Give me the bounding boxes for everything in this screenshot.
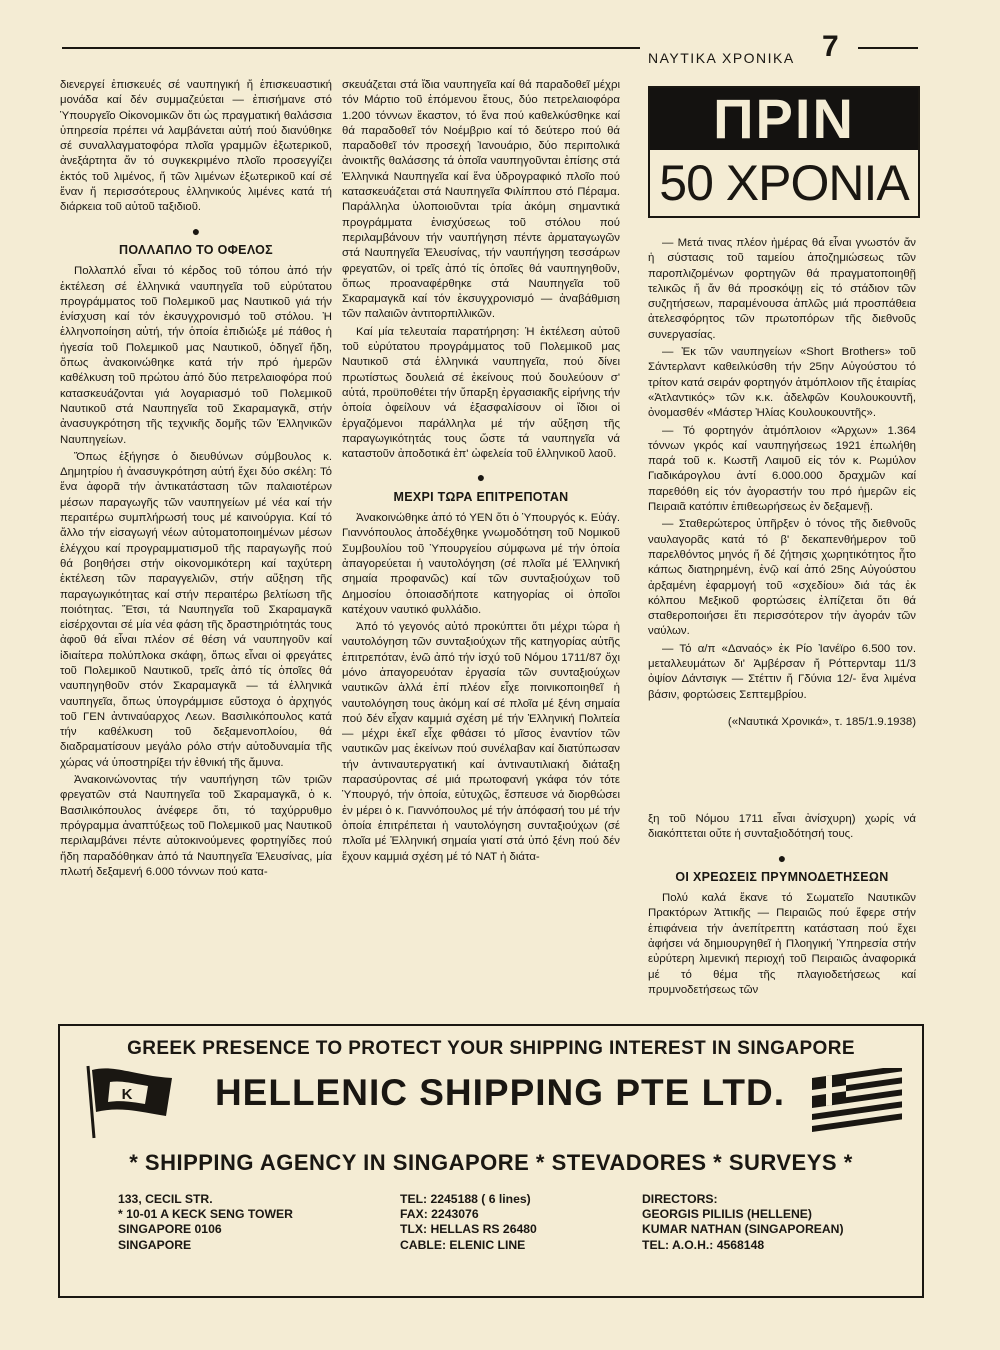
- col3-paragraph-4: — Σταθερώτερος ὑπῆρξεν ὁ τόνος τῆς διεθνοῦς ναυλαγορᾶς κατά τό β' δεκαπενθήμερον τοῦ παρελθόντος μηνός ἤ δέ ζήτησις χωρητικότητος ἦτο κάπως διατηρημένη, ἐνῷ καί ἀπό 25ης Αὐγούστου ἀρξαμένη ἐφαρμογή τοῦ «σχεδίου» διά τάς ἐκ κόλπου Μεξικοῦ φορτώσεις ἐλπίζεται ὅτι θά σταθεροποιήσει ἔτι περισσότερον τήν ἀγοράν τῶν ναύλων.: [648, 518, 916, 638]
- company-flag-icon: [80, 1060, 180, 1140]
- greek-flag-icon: [812, 1068, 904, 1140]
- directors-line: GEORGIS PILILIS (HELLENE): [642, 1207, 812, 1222]
- ad-address-block: [118, 1192, 293, 1253]
- col1-paragraph-2: Πολλαπλό εἶναι τό κέρδος τοῦ τόπου ἀπό τήν ἐκτέλεση σέ ἑλληνικά ναυπηγεῖα τοῦ εὐρύτατου προγράμματος τοῦ Πολεμικοῦ μας Ναυτικοῦ γιά τήν ἐνίσχυση καί τόν ἐκσυγχρονισμό τοῦ στόλου. Ἡ ἑλληνοποίηση αὐτή, τήν ὁποία ἐπιδιώξε μέ πάθος ἡ ἡγεσία τοῦ Πολεμικοῦ μας Ναυτικοῦ, ὁδηγεῖ ἤδη, ὅπως ἀνακοινώθηκε κατά τήν πρό ἡμερῶν καθέλκυση τοῦ πρώτου ἀπό δύο πετρελαιοφόρα πού κατασκευάζονται γιά λογαριασμό τοῦ Πολεμικοῦ Ναυτικοῦ στά Ναυπηγεῖα τοῦ Σκαραμαγκᾶ, στήν ἀνασυγκρότηση τῆς τεχνικῆς δομῆς τῶν Ἑλληνικῶν Ναυπηγείων.: [60, 265, 332, 446]
- contact-line: CABLE: ELENIC LINE: [400, 1237, 526, 1252]
- column-1: [60, 78, 332, 882]
- ad-contact-block: [400, 1192, 537, 1253]
- directors-line: TEL: A.O.H.: 4568148: [642, 1237, 765, 1252]
- ad-top-line: GREEK PRESENCE TO PROTECT YOUR SHIPPING INTEREST IN SINGAPORE: [127, 1038, 855, 1059]
- col3-paragraph-7: Πολύ καλά ἔκανε τό Σωματεῖο Ναυτικῶν Πρακτόρων Ἀττικῆς — Πειραιῶς πού ἔφερε στήν ἐπιφάνεια τήν ἀνεπίτρεπτη κατάσταση πού ἔχει ἀφήσει νά δημιουργηθεῖ ἡ Πλοηγική Ὑπηρεσία στήν εὐρύτερη λιμενική περιοχή τοῦ Πειραιῶς ἀναφορικά μέ τό θέμα τῆς πλαγιοδετήσεως καί πρυμνοδετήσεως τῶν: [648, 892, 916, 996]
- address-line: * 10-01 A KECK SENG TOWER: [118, 1207, 293, 1222]
- directors-line: DIRECTORS:: [642, 1192, 718, 1206]
- col3-paragraph-2: — Ἐκ τῶν ναυπηγείων «Short Brothers» τοῦ Σάντερλαντ καθειλκύσθη τήν 25ην Αὐγούστου τό τρίτον κατά σειράν φορτηγόν ἀτμόπλοιον τῆς ἑταιρίας «Ἀτλαντικός» τῶν κ.κ. ἀδελφῶν Κουλουκουντῆ, ὀνομασθέν «Μάστερ Ἠλίας Κουλουκουντῆς».: [648, 346, 916, 420]
- col3-paragraph-6: ξη τοῦ Νόμου 1711 εἶναι ἀνίσχυρη) χωρίς νά διακόπτεται οὔτε ἡ συνταξιοδότησή τους.: [648, 813, 916, 841]
- col2-paragraph-4: Ἀπό τό γεγονός αὐτό προκύπτει ὅτι μέχρι τώρα ἡ ναυτολόγηση τῶν συνταξιούχων τῆς κατηγορίας αὐτῆς ἐπιτρεπόταν, ἐνῶ ἀπό τήν ἰσχύ τοῦ Νόμου 1711/87 ὄχι μόνο ἀπαγορευόταν ἐργασία τῶν συνταξιούχων ναυτικῶν ἀλλά ἐπί πλέον εἶχε ποινικοποιηθεῖ ἡ ναυτολόγηση τους ἀκόμη καί σέ πλοῖα μέ ξένη σημαία πού δέν εἶχαν καμμιά σχέση μέ τήν Ἑλληνική Πολιτεία — μέχρι ἐκεῖ εἶχε φθάσει τό μῖσος ἐναντίον τῶν ναυτικῶν μας ἐκείνων πού συνέλαβαν καί διατύπωσαν τήν ἀντιναυτεργατική καί ἀντιναυτιλιακή διάταξη παρασύροντας σέ μιά πρωτοφανή γκάφα τόν τότε Ὑπουργό, τήν ὁποία, εὐτυχῶς, ἔσπευσε νά διορθώσει ἐν μέρει ὁ κ. Γιαννόπουλος μέ τήν ἀπόφασή του μέ τήν ὁποία ἐπιτρέπεται ἡ ναυτολόγηση συνταξιούχων (σέ πλοῖα μέ Ἑλληνική σημαία γιατί στά ὑπό ξένη πού δέν ἔχουν καμμιά σχέση μέ τό ΝΑΤ ἡ διάτα-: [342, 621, 620, 863]
- col1-paragraph-3: Ὅπως ἐξήγησε ὁ διευθύνων σύμβουλος κ. Δημητρίου ἡ ἀνασυγκρότηση αὐτή ἔχει δύο σκέλη: Τό ἕνα ἀφορᾶ τήν ἀντικατάσταση τῶν παλαιοτέρων μέσων παραγωγῆς τῶν ναυπηγείων μέ νέα καί τήν περαιτέρω συμπλήρωσή τους μέ καινούργια. Καί τό ἄλλο τήν εἰσαγωγή νέων αὐτοματοποιημένων μέσων ἐλέγχου καί προγραμματισμοῦ τῆς παραγωγῆς πού θά βοηθήσει στήν οἰκονομικότερη καί ταχύτερη ἐκτέλεση τῶν παραγγελιῶν, στήν αὔξηση τῆς παραγωγικότητας καί στήν περαιτέρω βελτίωση τῆς ποιότητας. Ἔτσι, τά Ναυπηγεῖα τοῦ Σκαραμαγκᾶ εἰσέρχονται σέ μία νέα φάση τῆς δραστηριότητάς τους ἀφοῦ θά εἶναι πλέον σέ θέση νά ναυπηγοῦν καί ἰδιαίτερα πολύπλοκα σκάφη, ὅπως εἶναι οἱ φρεγάτες τοῦ Πολεμικοῦ Ναυτικοῦ, τρεῖς ἀπό τίς ὁποῖες θά ναυπηγηθοῦν στόν Σκαραμαγκᾶ — τά ἑλληνικά ναυπηγεῖα, ὅπως ὑπογράμμισε εὔστοχα ὁ ἀρχηγός τοῦ ΓΕΝ ἀντιναύαρχος Λεων. Βασιλικόπουλος κατά τήν καθέλκυση τοῦ δεξαμενοπλοίου, θά διαδραματίσουν μεγάλο ρόλο στήν αὐτοδυναμία τῆς χώρας νά ὑποστηρίξει τήν ἐθνική τῆς ἄμυνα.: [60, 450, 332, 769]
- box-title-50-xronia: 50 ΧΡΟΝΙΑ: [659, 155, 909, 211]
- address-line: SINGAPORE: [118, 1237, 192, 1252]
- contact-line: TLX: HELLAS RS 26480: [400, 1222, 537, 1237]
- column-2: [342, 78, 620, 867]
- header-title: ΝΑΥΤΙΚΑ ΧΡΟΝΙΚΑ: [648, 50, 795, 66]
- hellenic-shipping-advertisement: [58, 1024, 924, 1298]
- company-name: HELLENIC SHIPPING PTE LTD.: [214, 1072, 786, 1113]
- contact-line: TEL: 2245188 ( 6 lines): [400, 1192, 531, 1206]
- header-rule-left: [62, 47, 640, 49]
- col3-paragraph-1: — Μετά τινας πλέον ἡμέρας θά εἶναι γνωστόν ἄν ἡ σύστασις τοῦ ταμείου ἀποζημιώσεως τῶν παροπλιζομένων φορτηγῶν θά πραγματοποιηθῇ τελικῶς ἤ ἄν θά προσκόψῃ εἰς τό στάδιον τῶν συζητήσεων, παραμένουσα ἁπλῶς μιά προσπάθεια ἀτελεσφόρητος τῶν πρωτοπόρων τῆς διεθνοῦς συνεργασίας.: [648, 237, 916, 341]
- col3-paragraph-5: — Τό α/π «Δαναός» ἐκ Ρίο Ἰανέϊρο 6.500 τον. μεταλλευμάτων δι' Ἀμβέρσαν ἤ Ρόττερνταμ 11/3 ὀψίον Δάντσιγκ — Στέττιν ἤ Γδύνια 12/- ἕνα λιμένα βάσιν, φορτώσεις Σεπτεμβρίου.: [648, 642, 916, 701]
- ad-tagline: * SHIPPING AGENCY IN SINGAPORE * STEVADORES * SURVEYS *: [129, 1150, 853, 1175]
- header-rule-right: [858, 47, 918, 49]
- column-3-continuation: [648, 812, 916, 1000]
- citation: («Ναυτικά Χρονικά», τ. 185/1.9.1938): [727, 715, 916, 728]
- prin-50-xronia-box: [648, 86, 920, 218]
- col2-paragraph-1: σκευάζεται στά ἴδια ναυπηγεῖα καί θά παραδοθεῖ μέχρι τόν Μάρτιο τοῦ ἐπόμενου ἔτους, δύο πετρελαιοφόρα 1.200 τόννων ἕκαστον, τό ἕνα πού καθελκύσθηκε καί θά παραδοθεῖ τόν Νοέμβριο καί τό δεύτερο πού θά παραδοθεῖ τόν προσεχή Ἰανουάριο, δύο περιπολικά ἀνοικτῆς θαλάσσης τά ὁποῖα ναυπηγοῦνται ἐπίσης στά Ἑλληνικά Ναυπηγεῖα καί ἕνα ὑδρογραφικό πλοῖο πού κατασκευάζεται στά Ναυπηγεῖα Φιλίππου στό Πέραμα. Παράλληλα ὑλοποιοῦνται τρία ἀκόμη σημαντικά προγράμματα ἐνισχύσεως τοῦ στόλου πού περιλαμβάνουν τήν ναυπήγηση πέντε ἀρματαγωγῶν στά Ναυπηγεῖα Ἐλευσίνας, τήν ναυπήγηση τεσσάρων φρεγατῶν, οἱ τρεῖς ἀπό τίς ὁποῖες θά ναυπηγηθοῦν, ὅπως προαναφέρθηκε στά Ναυπηγεῖα τοῦ Σκαραμαγκᾶ καί τόν ἐκσυγχρονισμό — ἀναβάθμιση τῶν παλαιῶν ἀντιτορπιλλικῶν.: [342, 79, 620, 321]
- col1-heading: ΠΟΛΛΑΠΛΟ ΤΟ ΟΦΕΛΟΣ: [119, 242, 273, 257]
- directors-line: KUMAR NATHAN (SINGAPOREAN): [642, 1222, 844, 1237]
- box-title-prin: ΠΡΙΝ: [650, 88, 918, 150]
- contact-line: FAX: 2243076: [400, 1207, 479, 1222]
- col3-paragraph-3: — Τό φορτηγόν ἀτμόπλοιον «Ἀρχων» 1.364 τόννων γκρός καί ναυπηγήσεως 1921 ἐπωλήθη παρά τοῦ κ. Κωστῆ Λαιμοῦ εἰς τόν κ. Ρωμύλον Γιαδικάρογλου ἀντί 6.000.000 δραχμῶν καί παρεθόθη εἰς τόν ἀγοραστήν του πρό ἡμερῶν εἰς Πειραιᾶ κατόπιν ἐπιθεωρήσεως ἐν δεξαμενῇ.: [648, 424, 916, 514]
- col3-heading: ΟΙ ΧΡΕΩΣΕΙΣ ΠΡΥΜΝΟΔΕΤΗΣΕΩΝ: [675, 869, 889, 884]
- col2-paragraph-2: Καί μία τελευταία παρατήρηση: Ἡ ἐκτέλεση αὐτοῦ τοῦ εὐρύτατου προγράμματος τοῦ Πολεμικοῦ μας Ναυτικοῦ στά ἑλληνικά ναυπηγεῖα, πού δίνει πρωτίστως δουλειά σέ ἐκείνους πού δουλεύουν σ' αὐτά, προϋποθέτει τήν ὕπαρξη ἐργασιακῆς εἰρήνης τήν ὁποία ὀφείλουν νά ἐξασφαλίσουν οἱ ἴδιοι οἱ ἐργαζόμενοι παράλληλα μέ τήν αὔξηση τῆς παραγωγικότητάς τους ὥστε τά ναυπηγεῖα νά καταστοῦν ἀποδοτικά ἐπ' ὠφελεία τοῦ ἑλληνικοῦ λαοῦ.: [342, 325, 620, 461]
- flag-letter: K: [121, 1086, 133, 1103]
- col2-paragraph-3: Ἀνακοινώθηκε ἀπό τό ΥΕΝ ὅτι ὁ Ὑπουργός κ. Εὐάγ. Γιαννόπουλος ἀποδέχθηκε γνωμοδότηση τοῦ Νομικοῦ Συμβουλίου τοῦ Ὑπουργείου σύμφωνα μέ τήν ὁποία ἀπαγορεύεται ἡ ναυτολόγηση (σέ πλοῖα μέ Ἑλληνική σημαία προφανῶς) καί τῶν συνταξιούχων τοῦ Δημοσίου ὁποιασδήποτε κατηγορίας οἱ ὁποῖοι κατέχουν ναυτικό φυλλάδιο.: [342, 512, 620, 616]
- address-line: 133, CECIL STR.: [118, 1192, 213, 1206]
- col1-paragraph-4: Ἀνακοινώνοντας τήν ναυπήγηση τῶν τριῶν φρεγατῶν στά Ναυπηγεῖα τοῦ Σκαραμαγκᾶ, ὁ κ. Βασιλικόπουλος ἀνέφερε ὅτι, τό ταχύρρυθμο πρόγραμμα ἀναπτύξεως τοῦ Πολεμικοῦ μας Ναυτικοῦ περιλαμβάνει πέντε αὐτοκινούμενες φορτηγίδες πού ἤδη παραδόθηκαν ἀπό τά Ναυπηγεῖα Ἐλευσίνας, μία πλωτή δεξαμενή 6.000 τόννων πού κατα-: [60, 774, 332, 878]
- col2-heading: ΜΕΧΡΙ ΤΩΡΑ ΕΠΙΤΡΕΠΟΤΑΝ: [393, 489, 569, 504]
- ad-directors-block: [642, 1192, 844, 1253]
- bullet-divider: ●: [191, 222, 201, 239]
- bullet-divider: ●: [476, 469, 486, 486]
- page-number: 7: [822, 30, 839, 63]
- address-line: SINGAPORE 0106: [118, 1222, 222, 1237]
- column-3-archive: [648, 236, 916, 732]
- col1-paragraph-1: διενεργεί ἐπισκευές σέ ναυπηγική ἤ ἐπισκευαστική μονάδα καί δέν συμμαζεύεται — ἐπισήμανε στό Ὑπουργεῖο Οἰκονομικῶν ὅτι ὡς πραγματική θαλάσσια ὑπηρεσία πρέπει νά λαμβάνεται αὐτή πού διανύθηκε σέ συναλλαγματοφόρα πλοῖα γραμμῶν ἐξωτερικοῦ, ἀνεξάρτητα ἄν τό συγκεκριμένο πλοῖο προσεγγίζει ἐκτός τοῦ λιμένος, ἤ τῶν λιμένων ἐξωτερικοῦ καί σέ ἕναν ἤ περισσότερους ἑλληνικούς λιμένες κατά τή διάρκεια τοῦ αὐτοῦ ταξιδιοῦ.: [60, 79, 332, 214]
- bullet-divider: ●: [777, 849, 787, 866]
